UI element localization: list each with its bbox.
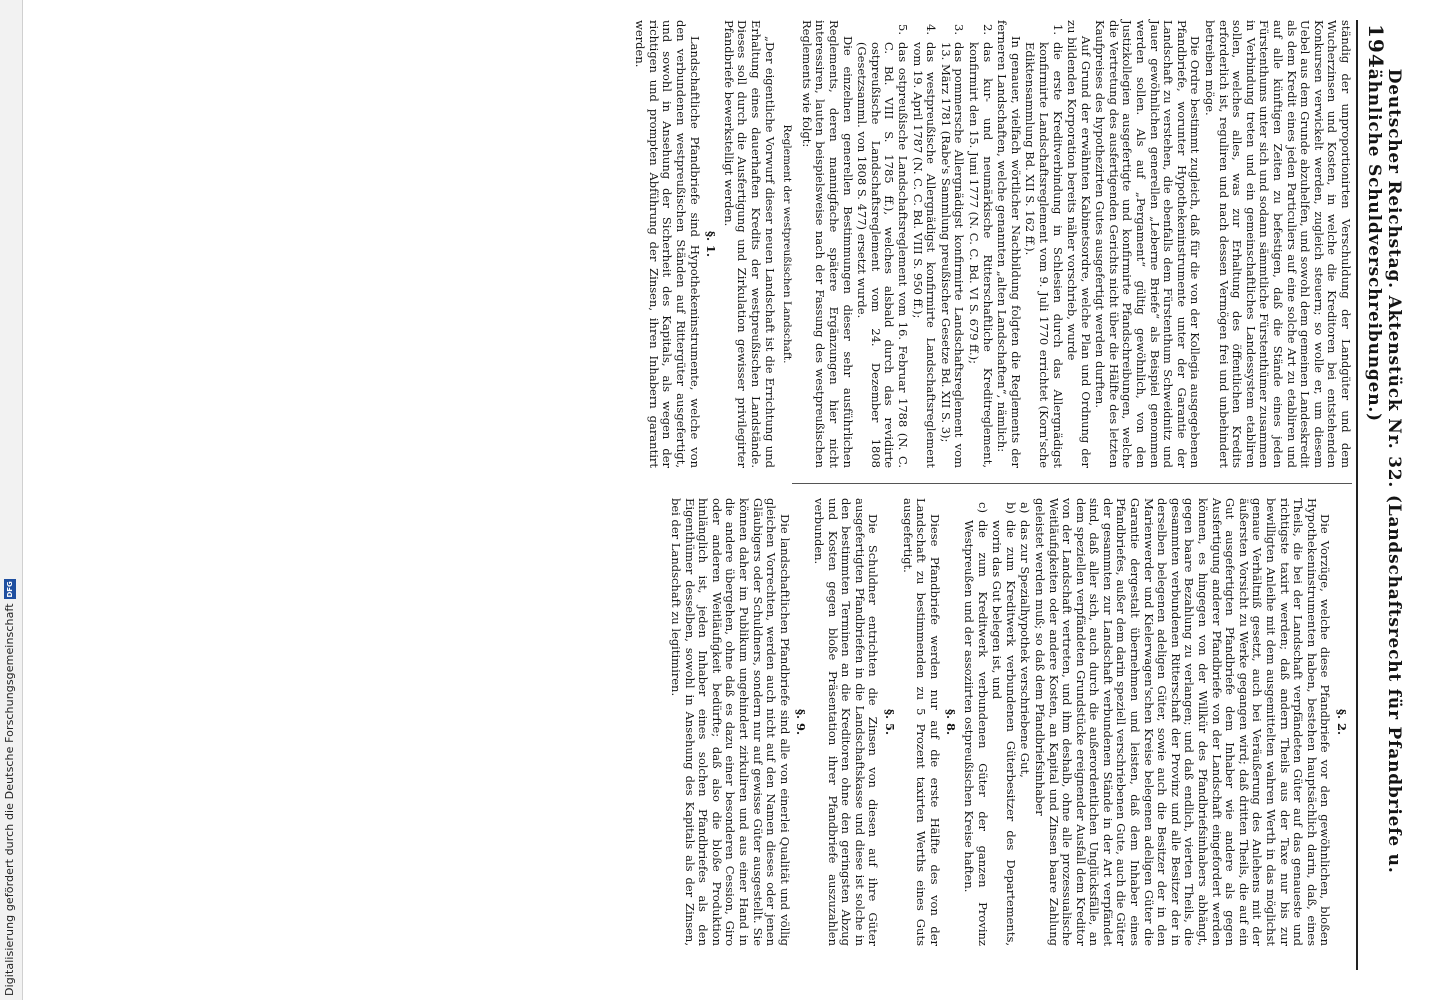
- list-number: a): [1018, 502, 1033, 514]
- list-item-text: das westpreußische Allergnädigst konfirmirte Landschaftsreglement vom 19. April 1787 (N. C. C. Bd. VIII S. 950 ff.);: [910, 42, 939, 468]
- section-heading: §. 8.: [944, 708, 959, 736]
- list-item-text: das pommersche Allergnädigst konfirmirte Landschaftsreglement vom 13. März 1781 (Rabe's Sammlung preußischer Gesetze Bd. XII S. 3);: [938, 42, 967, 468]
- section-heading: §. 2.: [1335, 708, 1349, 736]
- list-number: 5.: [896, 24, 910, 35]
- list-number: 1.: [1050, 24, 1065, 35]
- paragraph: Die Vorzüge, welche diese Pfandbriefe vor den gewöhnlichen, bloßen Hypothekeninstrumenten haben, bestehen hauptsächlich darin, daß, eines Theils, die bei der Landschaft verpfändeten Güter auf das genaueste und richtigste taxirt werden; daß andern Theils aus der Taxe nur bis zur bewilligten Anleihe mit dem ausgemittelten wahren Werth in das möglichst genaue Verhältniß gesetzt, auch bei Veräußerung des Anlehens mit der äußersten Vorsicht zu Werke gegangen wird; daß dritten Theils, die auf ein Gut ausgefertigten Pfandbriefe dem Inhaber wie andere als gegen Ausfertigung anderer Pfandbriefe von der Landschaft eingefordert werden können, es hingegen von der Willkür des Pfandbriefsinhabers abhängt, gegen baare Bezahlung zu verlangen; und daß endlich, vierten Theils, die gesammten verbundenen Ritterschaft der Provinz und alle Besitzer der in derselben belegenen adeligen Güter, sowie auch die Besitzer der in den Marienwerder und Kielerwagen'schen Kreise belegenen adeligen Güter die Garantie dergestalt übernehmen und leisten, daß dem Inhaber eines Pfandbriefes, außer dem darin speziell verschriebenen Gute, auch die Güter der gesammten zur Landschaft verbundenen Stände in der Art verpfändet sind, daß aller sich, auch durch die außerordentlichen Unglücksfälle, an dem speziellen verpfändeten Grundstücke ereignender Ausfall dem Kreditor von der Landschaft vertreten, und ihm deshalb, ohne alle prozessualische Weitläufigkeiten oder andere Kosten, an Kapital und Zinsen baare Zahlung geleistet werden muß; so daß dem Pfandbriefsinhaber: [1032, 498, 1333, 946]
- right-column: [668, 498, 1353, 946]
- margin-strip: [0, 0, 23, 1000]
- section-heading: §. 1.: [704, 230, 719, 258]
- list-item: [961, 498, 988, 946]
- paragraph: Diese Pfandbriefe werden nur auf die erste Hälfte des von der Landschaft zu bestimmenden zu 5 Prozent taxirten Werths eines Guts ausgefertigt.: [900, 498, 942, 946]
- list-item: [966, 20, 993, 468]
- scanned-page: [32, 20, 1412, 970]
- list-number: 4.: [924, 24, 939, 35]
- subheading: Reglement der westpreußischen Landschaft.: [781, 124, 794, 364]
- header-rule: [1356, 20, 1358, 970]
- page-number: 194: [1364, 24, 1388, 69]
- dfg-logo: DFG: [6, 581, 14, 598]
- section-heading: §. 5.: [883, 708, 897, 736]
- list-item-text: die zum Kreditwerk verbundenen Güter der ganzen Provinz Westpreußen und der assoziirten ostpreußischen Kreise haften.: [961, 520, 990, 946]
- page-header: [1360, 20, 1412, 970]
- column-separator: [792, 483, 1352, 484]
- list-item-text: die zum Kreditwerk verbundenen Güterbesitzer des Departements, worin das Gut belegen ist, und: [990, 520, 1018, 946]
- paragraph: Die Schuldner entrichten die Zinsen von diesen auf ihre Güter ausgefertigten Pfandbriefen in die Landschaftskasse und diese ist solche in den bestimmten Terminen an die Kreditoren ohne den geringsten Abzug und Kosten gegen bloße Präsentation ihrer Pfandbriefe auszuzahlen verbunden.: [812, 498, 881, 946]
- list-item: [990, 498, 1017, 946]
- list-item: [938, 20, 965, 468]
- list-item-text: das kur- und neumärkische Ritterschaftliche Kreditreglement, konfirmirt den 15. Juni 1777 (N. C. C. Bd. VI S. 679 ff.);: [966, 42, 995, 468]
- paragraph: ständig der unproportionirten Verschuldung der Landgüter und dem Wucherzinsen und Kosten, in welche die Kreditoren bei entstehenden Konkursen verwickelt werden, zugleich steuern; so wolle er, um diesem Uebel aus dem Grunde abzuhelfen, und sowohl dem gemeinen Landeskredit als dem Kredit eines jeden Particuliers auf eine solche Art zu etabliren und auf alle künftigen Zeiten zu befestigen, daß die Stände eines jeden Fürstenthums unter sich und sodann sämmtliche Fürstenthümer zusammen in Verbindung treten und ein gemeinschaftliches Landessystem etabliren sollen, welches alles, was zur Erhaltung des öffentlichen Kredits erforderlich ist, reguliren und nach dessen Vermögen frei und unbehindert betreiben möge.: [1203, 20, 1353, 468]
- list-item: [1023, 20, 1064, 468]
- list-item: [1018, 498, 1032, 946]
- left-column: [632, 20, 1352, 468]
- paragraph: In genauer, vielfach wörtlicher Nachbildung folgten die Reglements der ferneren Landschaften, welche genannten „alten Landschaften“, nämlich:: [995, 20, 1023, 468]
- list-item: [910, 20, 937, 468]
- list-number: b): [1003, 502, 1018, 514]
- list-number: 3.: [952, 24, 967, 35]
- list-item-text: das ostpreußische Landschaftsreglement vom 16. Februar 1788 (N. C. C. Bd. VIII S. 1785 ff.), welches alsbald durch das revidirte ostpreußische Landschaftsreglement vom 24. Dezember 1808 (Gesetzsamml. von 1808 S. 477) ersetzt wurde.: [855, 42, 910, 468]
- paragraph: Die einzelnen generellen Bestimmungen dieser sehr ausführlichen Reglements, deren mannigfache spätere Ergänzungen hier nicht interessiren, lauten beispielsweise nach der Fassung des westpreußischen Reglements wie folgt:: [799, 20, 855, 468]
- credit-text: Digitalisierung gefördert durch die Deutsche Forschungsgemeinschaft: [3, 603, 16, 996]
- paragraph: Die landschaftlichen Pfandbriefe sind alle von einerlei Qualität und völlig gleichen Vorrechten, werden auch nicht auf den Namen dieses oder jenen Gläubigers oder Schuldners, sondern nur auf gewisse Güter ausgestellt. Sie können daher im Publikum ungehindert zirkuliren und aus einer Hand in die andere übergehen, ohne daß es dazu einer besonderen Cession, Giro oder anderen Weitläufigkeit bedürfte; daß also die bloße Produktion hinlänglich ist, jeden Inhaber eines solchen Pfandbriefes als den Eigenthümer desselben, sowohl in Ansehung des Kapitals als der Zinsen, bei der Landschaft zu legitimiren.: [669, 498, 792, 946]
- list-item-text: die erste Kreditverbindung in Schlesien durch das Allergnädigst konfirmirte Landschaftsreglement vom 9. Juli 1770 errichtet (Korn'sche Ediktensammlung Bd. XII S. 162 ff.).: [1023, 42, 1065, 468]
- paragraph: Die Ordre bestimmt zugleich, daß für die von der Kollegia ausgegebenen Pfandbriefe, worunter Hypothekeninstrumente unter der Garantie der Landschaft zu verstehen, die ebenfalls dem Fürstenthum Schweidnitz und Jauer gewöhnlichen generellen „Leberne Briefe“ als Beispiel genommen werden sollen. Als auf „Pergament“ gültig gewöhnlich, von den Justizkollegien ausgefertigte und konfirmirte Pfandschreibungen, welche die Vertretung des ausfertigenden Gerichts nicht über die Hälfte des letzten Kaufpreises des hypothezirten Gutes ausgefertigt werden durften.: [1093, 20, 1203, 468]
- list-number: 2.: [980, 24, 995, 35]
- list-number: c): [975, 502, 990, 513]
- paragraph: Auf Grund der erwähnten Kabinetsordre, welche Plan und Ordnung der zu bildenden Korporation bereits näher vorschrieb, wurde: [1065, 20, 1093, 468]
- running-head: Deutscher Reichstag. Aktenstück Nr. 32. (Landschaftsrecht für Pfandbriefe u. ähnliche Schuldverschreibungen.): [1364, 68, 1404, 874]
- section-heading: §. 9.: [794, 708, 809, 736]
- list-item-text: das zur Spezialhypothek verschriebene Gut,: [1018, 520, 1033, 778]
- digitization-credit: [3, 579, 17, 996]
- paragraph: „Der eigentliche Vorwurf dieser neuen Landschaft ist die Errichtung und Erhaltung eines dauerhaften Kredits der westpreußischen Landstände. Dieses soll durch die Ausfertigung und Zirkulation gewisser privilegirter Pfandbriefe bewerkstelligt werden.: [721, 20, 777, 468]
- list-item: [855, 20, 909, 468]
- paragraph: Landschaftliche Pfandbriefe sind Hypothekeninstrumente, welche von den verbundenen westpreußischen Ständen auf Rittergüter ausgefertigt, und sowohl in Ansehung der Sicherheit des Kapitals, als wegen der richtigen und prompten Abführung der Zinsen, ihren Inhabern garantirt werden.: [633, 20, 702, 468]
